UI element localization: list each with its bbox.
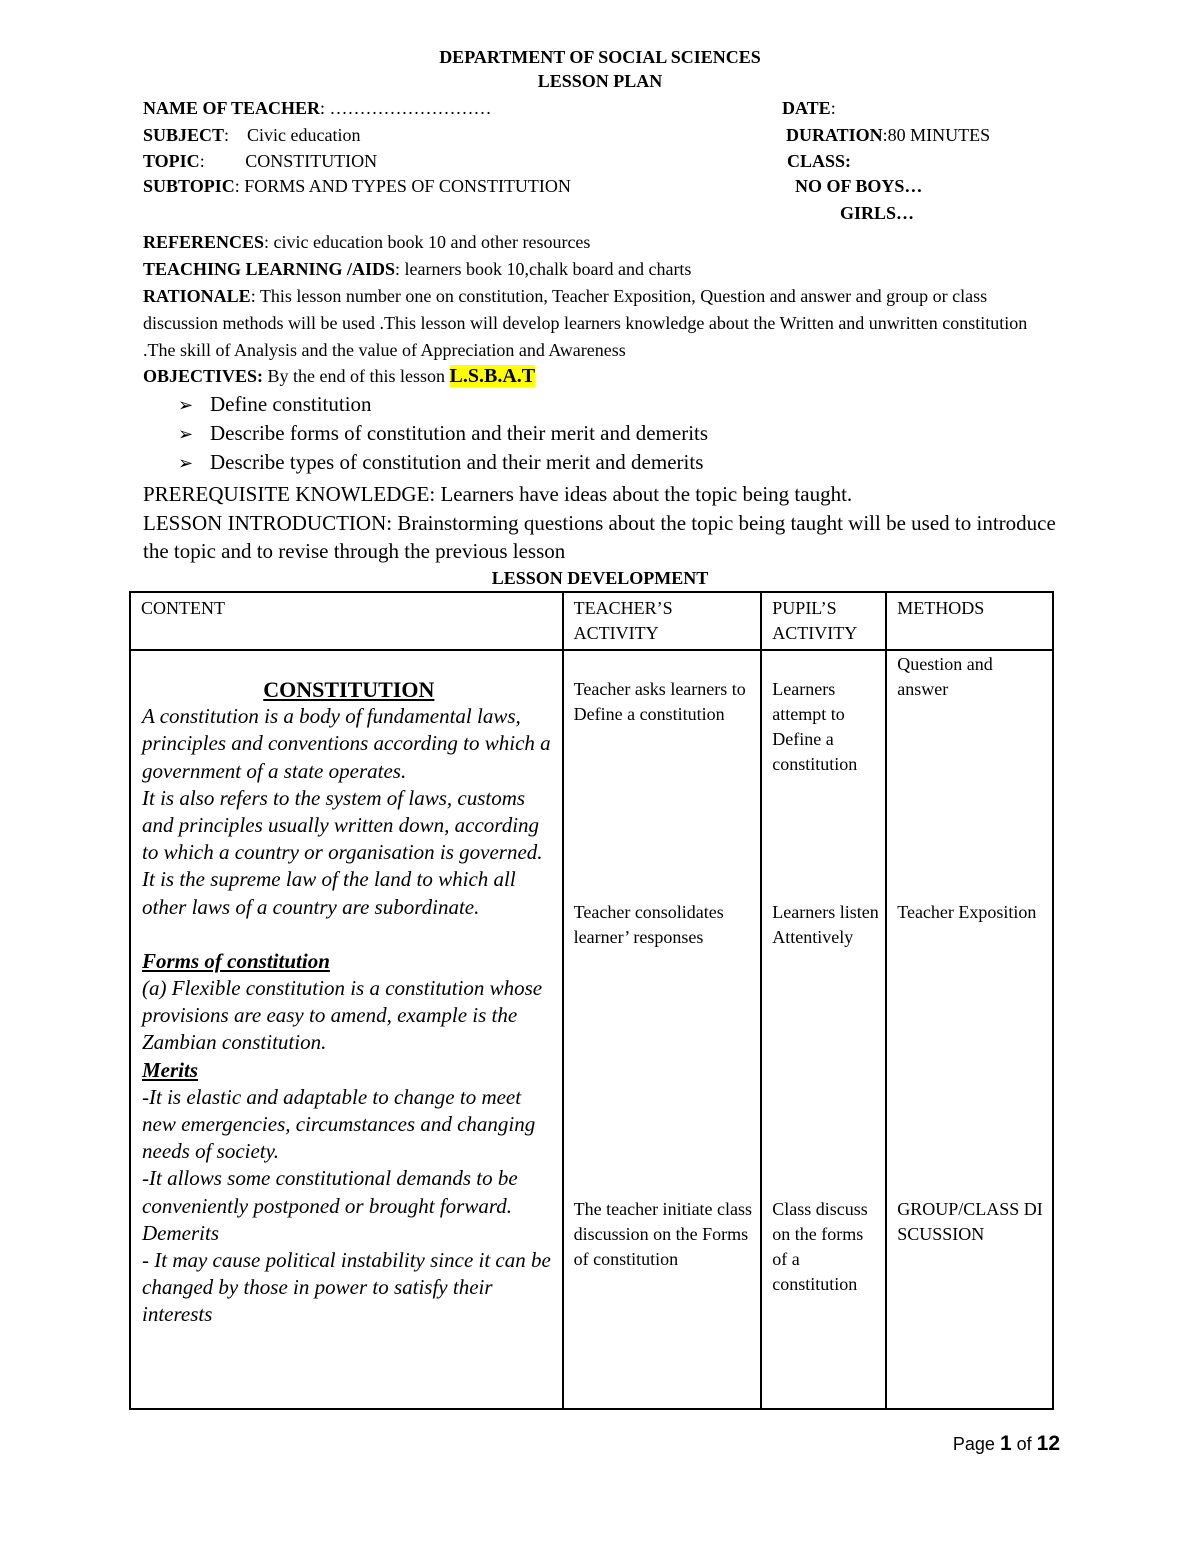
demerits-heading: Demerits — [142, 1220, 219, 1245]
lsbat-highlight: L.S.B.A.T — [449, 365, 536, 387]
column-header-methods: METHODS — [886, 592, 1053, 650]
class-label: CLASS: — [787, 151, 852, 171]
subtopic-label: SUBTOPIC — [143, 176, 235, 196]
department-heading: DEPARTMENT OF SOCIAL SCIENCES — [439, 47, 761, 67]
objectives-row — [143, 363, 1063, 390]
definition-1: A constitution is a body of fundamental laws, principles and conventions according to which a government of a state operates. — [142, 704, 551, 783]
prerequisite-knowledge: PREREQUISITE KNOWLEDGE: Learners have ideas about the topic being taught. — [143, 482, 853, 506]
subject-label: SUBJECT — [143, 125, 225, 145]
aids-label: TEACHING LEARNING /AIDS — [143, 259, 396, 279]
lesson-development-table — [129, 591, 1054, 1410]
rationale-value: : This lesson number one on constitution, Teacher Exposition, Question and answer and group or class discussion methods will be used .This lesson will develop learners knowledge about the Written and unwritten constitution .The skill of Analysis and the value of Appreciation and Awareness — [143, 286, 1028, 360]
pupil-activity-3: Class discuss on the forms of a constitution — [772, 1199, 868, 1294]
arrow-bullet-icon: ➢ — [178, 395, 194, 416]
pupil-activity-2: Learners listen Attentively — [772, 902, 879, 947]
demerit-1: - It may cause political instability since it can be changed by those in power to satisfy their interests — [142, 1248, 551, 1327]
teacher-activity-cell — [563, 650, 762, 1409]
duration-row — [786, 125, 990, 146]
topic-label: TOPIC — [143, 151, 200, 171]
page-total: 12 — [1036, 1432, 1060, 1455]
teacher-name-row — [143, 98, 492, 119]
teacher-value: : ……………………… — [320, 98, 492, 118]
column-header-pupil-activity: PUPIL’S ACTIVITY — [761, 592, 886, 650]
duration-label: DURATION — [786, 125, 883, 145]
merit-2: -It allows some constitutional demands to be conveniently postponed or brought forward. — [142, 1166, 518, 1218]
teacher-activity-2: Teacher consolidates learner’ responses — [573, 902, 724, 947]
lesson-plan-title: LESSON PLAN — [537, 71, 663, 91]
aids-value: : learners book 10,chalk board and charts — [395, 259, 692, 279]
references-label: REFERENCES — [143, 232, 265, 252]
topic-value: : CONSTITUTION — [199, 151, 378, 171]
methods-cell — [886, 650, 1053, 1409]
table-row — [130, 650, 1053, 1409]
duration-value: :80 MINUTES — [882, 125, 991, 145]
objective-text: Describe types of constitution and their merit and demerits — [210, 450, 704, 474]
objectives-label: OBJECTIVES: — [143, 366, 264, 386]
teacher-activity-1: Teacher asks learners to Define a constitution — [573, 679, 746, 724]
pupil-activity-1: Learners attempt to Define a constitution — [772, 679, 858, 774]
subtopic-value: : FORMS AND TYPES OF CONSTITUTION — [234, 176, 571, 196]
table-header-row — [130, 592, 1053, 650]
page-word: Page — [952, 1434, 1000, 1454]
rationale-label: RATIONALE — [143, 286, 251, 306]
page-current: 1 — [999, 1432, 1012, 1455]
arrow-bullet-icon: ➢ — [178, 453, 194, 474]
subject-value: : Civic education — [224, 125, 361, 145]
subject-row — [143, 125, 361, 146]
method-1: Question and answer — [897, 654, 993, 699]
content-cell — [130, 650, 563, 1409]
of-word: of — [1011, 1434, 1037, 1454]
references-value: : civic education book 10 and other resources — [264, 232, 591, 252]
merit-1: -It is elastic and adaptable to change to meet new emergencies, circumstances and changing needs of society. — [142, 1084, 536, 1164]
rationale-row — [143, 283, 1063, 364]
merits-heading: Merits — [142, 1057, 199, 1082]
lesson-development-title: LESSON DEVELOPMENT — [491, 568, 709, 588]
boys-label: NO OF BOYS… — [795, 176, 923, 196]
pupil-activity-cell — [761, 650, 886, 1409]
method-2: Teacher Exposition — [897, 902, 1037, 922]
objective-item — [178, 421, 708, 446]
forms-heading: Forms of constitution — [142, 948, 330, 973]
teacher-activity-3: The teacher initiate class discussion on the Forms of constitution — [573, 1199, 753, 1269]
definition-3: It is the supreme law of the land to which all other laws of a country are subordinate. — [142, 867, 516, 919]
content-heading: CONSTITUTION — [263, 677, 435, 702]
content-column — [142, 651, 556, 1329]
subtopic-row — [143, 176, 571, 197]
page-number — [953, 1432, 1060, 1456]
definition-2: It is also refers to the system of laws, customs and principles usually written down, according to which a country or organisation is governed. — [142, 785, 543, 865]
column-header-teacher-activity: TEACHER’S ACTIVITY — [563, 592, 762, 650]
flexible-constitution: (a) Flexible constitution is a constitution whose provisions are easy to amend, example is the Zambian constitution. — [142, 976, 543, 1055]
date-value: : — [830, 98, 836, 118]
arrow-bullet-icon: ➢ — [178, 424, 194, 445]
objective-item — [178, 392, 372, 417]
lesson-introduction: LESSON INTRODUCTION: Brainstorming questions about the topic being taught will be used to introduce the topic and to revise through the previous lesson — [143, 511, 1056, 563]
date-label: DATE — [782, 98, 831, 118]
objective-item — [178, 450, 703, 475]
girls-label: GIRLS… — [840, 203, 915, 223]
column-header-content: CONTENT — [130, 592, 563, 650]
teacher-label: NAME OF TEACHER — [143, 98, 321, 118]
objective-text: Define constitution — [210, 392, 372, 416]
objectives-value: By the end of this lesson — [263, 366, 450, 386]
aids-row — [143, 256, 1063, 283]
objective-text: Describe forms of constitution and their merit and demerits — [210, 421, 709, 445]
references-row — [143, 229, 1063, 256]
date-row — [782, 98, 836, 119]
method-3: GROUP/CLASS DISCUSSION — [897, 1199, 1043, 1244]
topic-row — [143, 151, 377, 172]
